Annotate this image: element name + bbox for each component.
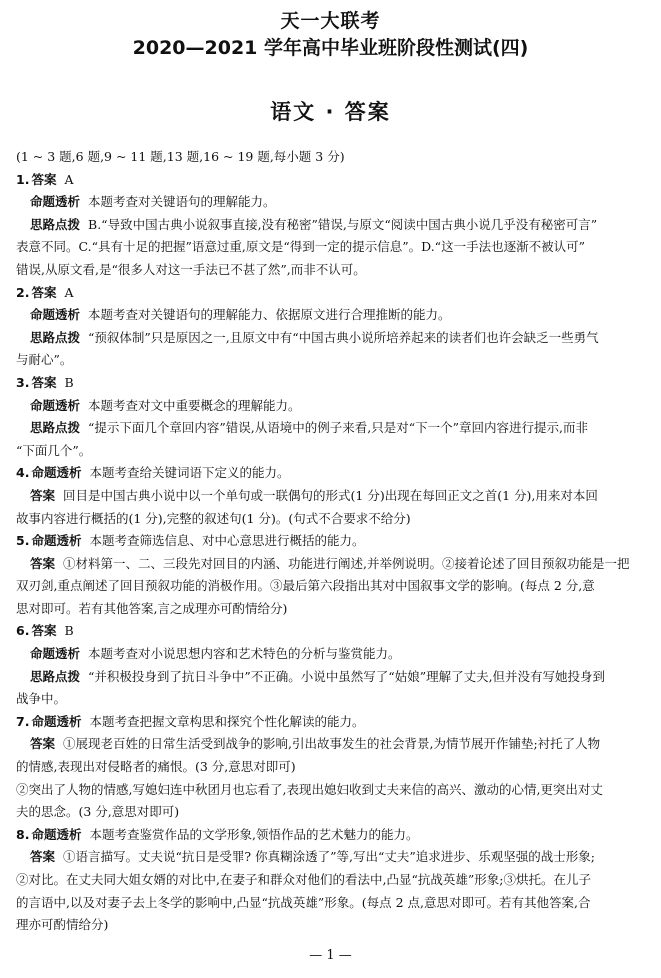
line-text: 的言语中,以及对妻子去上冬学的影响中,凸显“抗战英雄”形象。(每点 2 点,意思对即可。若有其他答案,合 xyxy=(16,894,591,910)
answer-line xyxy=(16,349,646,372)
answer-line xyxy=(16,756,646,779)
line-text: A xyxy=(64,284,74,300)
answer-line xyxy=(16,779,646,802)
question-number: 6. xyxy=(16,623,30,639)
field-label: 思路点拨 xyxy=(30,329,81,345)
line-text: 的情感,表现出对侵略者的痛恨。(3 分,意思对即可) xyxy=(16,759,296,775)
answer-line xyxy=(16,620,646,643)
line-text: 错误,从原文看,是“很多人对这一手法已不甚了然”,而非不认可。 xyxy=(16,261,366,277)
question-number: 1. xyxy=(16,171,30,187)
line-text: 本题考查对小说思想内容和艺术特色的分析与鉴赏能力。 xyxy=(88,646,401,662)
answer-line xyxy=(16,643,646,666)
field-label: 命题透析 xyxy=(30,646,81,662)
line-text: 本题考查把握文章构思和探究个性化解读的能力。 xyxy=(89,713,365,729)
field-label: 命题透析 xyxy=(31,713,82,729)
answer-line xyxy=(16,914,646,937)
question-number: 3. xyxy=(16,374,30,390)
answer-line xyxy=(16,553,646,576)
answer-line xyxy=(16,666,646,689)
field-label: 答案 xyxy=(30,555,56,571)
line-text: 本题考查对关键语句的理解能力、依据原文进行合理推断的能力。 xyxy=(88,307,451,323)
answer-line xyxy=(16,417,646,440)
field-label: 命题透析 xyxy=(31,465,82,481)
answer-line xyxy=(16,146,646,169)
answer-line xyxy=(16,530,646,553)
subject-title: 语文 · 答案 xyxy=(270,100,391,124)
field-label: 答案 xyxy=(31,284,57,300)
line-text: 夫的思念。(3 分,意思对即可) xyxy=(16,804,180,820)
line-text: 回目是中国古典小说中以一个单句或一联偶句的形式(1 分)出现在每回正文之首(1 分),用来对本回 xyxy=(63,487,598,503)
line-text: “预叙体制”只是原因之一,且原文中有“中国古典小说所培养起来的读者们也许会缺乏一些勇气 xyxy=(88,329,599,345)
field-label: 思路点拨 xyxy=(30,420,81,436)
org-title: 天一大联考 xyxy=(280,10,381,32)
field-label: 答案 xyxy=(30,736,56,752)
answer-line xyxy=(16,711,646,734)
line-text: 与耐心”。 xyxy=(16,352,73,368)
line-text: B.“导致中国古典小说叙事直接,没有秘密”错误,与原文“阅读中国古典小说几乎没有秘密可言” xyxy=(88,216,598,232)
answer-line xyxy=(16,327,646,350)
line-text: 本题考查给关键词语下定义的能力。 xyxy=(89,465,290,481)
answer-line xyxy=(16,485,646,508)
line-text: 双刃剑,重点阐述了回目预叙功能的消极作用。③最后第六段指出其对中国叙事文学的影响。(每点 2 分,意 xyxy=(16,578,595,594)
question-number: 8. xyxy=(16,826,30,842)
question-number: 2. xyxy=(16,284,30,300)
line-text: 本题考查鉴赏作品的文学形象,领悟作品的艺术魅力的能力。 xyxy=(89,826,419,842)
field-label: 答案 xyxy=(31,374,57,390)
line-text: 本题考查筛选信息、对中心意思进行概括的能力。 xyxy=(89,533,365,549)
line-text: 思对即可。若有其他答案,言之成理亦可酌情给分) xyxy=(16,600,288,616)
line-text: ①语言描写。丈夫说“抗日是受罪? 你真糊涂透了”等,写出“丈夫”追求进步、乐观坚强的战士形象; xyxy=(63,849,595,865)
answer-line xyxy=(16,282,646,305)
answer-line xyxy=(16,733,646,756)
line-text: ②突出了人物的情感,写媳妇连中秋团月也忘看了,表现出媳妇收到丈夫来信的高兴、激动的心情,更突出对丈 xyxy=(16,781,603,797)
answer-body xyxy=(16,146,646,937)
answer-line xyxy=(16,462,646,485)
question-number: 7. xyxy=(16,713,30,729)
field-label: 答案 xyxy=(30,849,56,865)
answer-line xyxy=(16,892,646,915)
answer-line xyxy=(16,395,646,418)
answer-line xyxy=(16,372,646,395)
page-number: — 1 — xyxy=(309,948,352,963)
answer-line xyxy=(16,440,646,463)
answer-line xyxy=(16,259,646,282)
answer-line xyxy=(16,169,646,192)
answer-line xyxy=(16,214,646,237)
line-text: B xyxy=(64,623,74,639)
line-text: ①材料第一、二、三段先对回目的内涵、功能进行阐述,并举例说明。②接着论述了回目预叙功能是一把 xyxy=(63,555,630,571)
field-label: 命题透析 xyxy=(31,533,82,549)
answer-line xyxy=(16,824,646,847)
field-label: 命题透析 xyxy=(30,307,81,323)
exam-title: 2020—2021 学年高中毕业班阶段性测试(四) xyxy=(132,37,529,59)
line-text: 本题考查对文中重要概念的理解能力。 xyxy=(88,397,301,413)
line-text: “下面几个”。 xyxy=(16,442,92,458)
field-label: 答案 xyxy=(30,487,56,503)
field-label: 命题透析 xyxy=(30,397,81,413)
question-number: 4. xyxy=(16,465,30,481)
field-label: 思路点拨 xyxy=(30,216,81,232)
answer-line xyxy=(16,801,646,824)
line-text: B xyxy=(64,374,74,390)
field-label: 命题透析 xyxy=(30,194,81,210)
line-text: ②对比。在丈夫同大姐女婿的对比中,在妻子和群众对他们的看法中,凸显“抗战英雄”形象;③烘托。在儿子 xyxy=(16,872,591,887)
line-text: ①展现老百姓的日常生活受到战争的影响,引出故事发生的社会背景,为情节展开作铺垫;衬托了人物 xyxy=(63,736,601,752)
line-text: A xyxy=(64,171,74,187)
field-label: 答案 xyxy=(31,623,57,639)
line-text: 理亦可酌情给分) xyxy=(16,917,109,933)
answer-line xyxy=(16,508,646,531)
answer-line xyxy=(16,869,646,892)
answer-line xyxy=(16,191,646,214)
line-text: 表意不同。C.“具有十足的把握”语意过重,原文是“得到一定的提示信息”。D.“这一手法也逐渐不被认可” xyxy=(16,239,585,255)
line-text: “并积极投身到了抗日斗争中”不正确。小说中虽然写了“姑娘”理解了丈夫,但并没有写她投身到 xyxy=(88,668,606,684)
line-text: (1 ~ 3 题,6 题,9 ~ 11 题,13 题,16 ~ 19 题,每小题 3 分) xyxy=(16,149,345,164)
field-label: 命题透析 xyxy=(31,826,82,842)
answer-line xyxy=(16,304,646,327)
question-number: 5. xyxy=(16,533,30,549)
line-text: 本题考查对关键语句的理解能力。 xyxy=(88,194,276,210)
answer-line xyxy=(16,846,646,869)
answer-line xyxy=(16,688,646,711)
line-text: “提示下面几个章回内容”错误,从语境中的例子来看,只是对“下一个”章回内容进行提示,而非 xyxy=(88,420,588,436)
field-label: 思路点拨 xyxy=(30,668,81,684)
answer-line xyxy=(16,575,646,598)
answer-line xyxy=(16,236,646,259)
answer-line xyxy=(16,598,646,621)
line-text: 战争中。 xyxy=(16,691,67,707)
line-text: 故事内容进行概括的(1 分),完整的叙述句(1 分)。(句式不合要求不给分) xyxy=(16,510,411,526)
field-label: 答案 xyxy=(31,171,57,187)
